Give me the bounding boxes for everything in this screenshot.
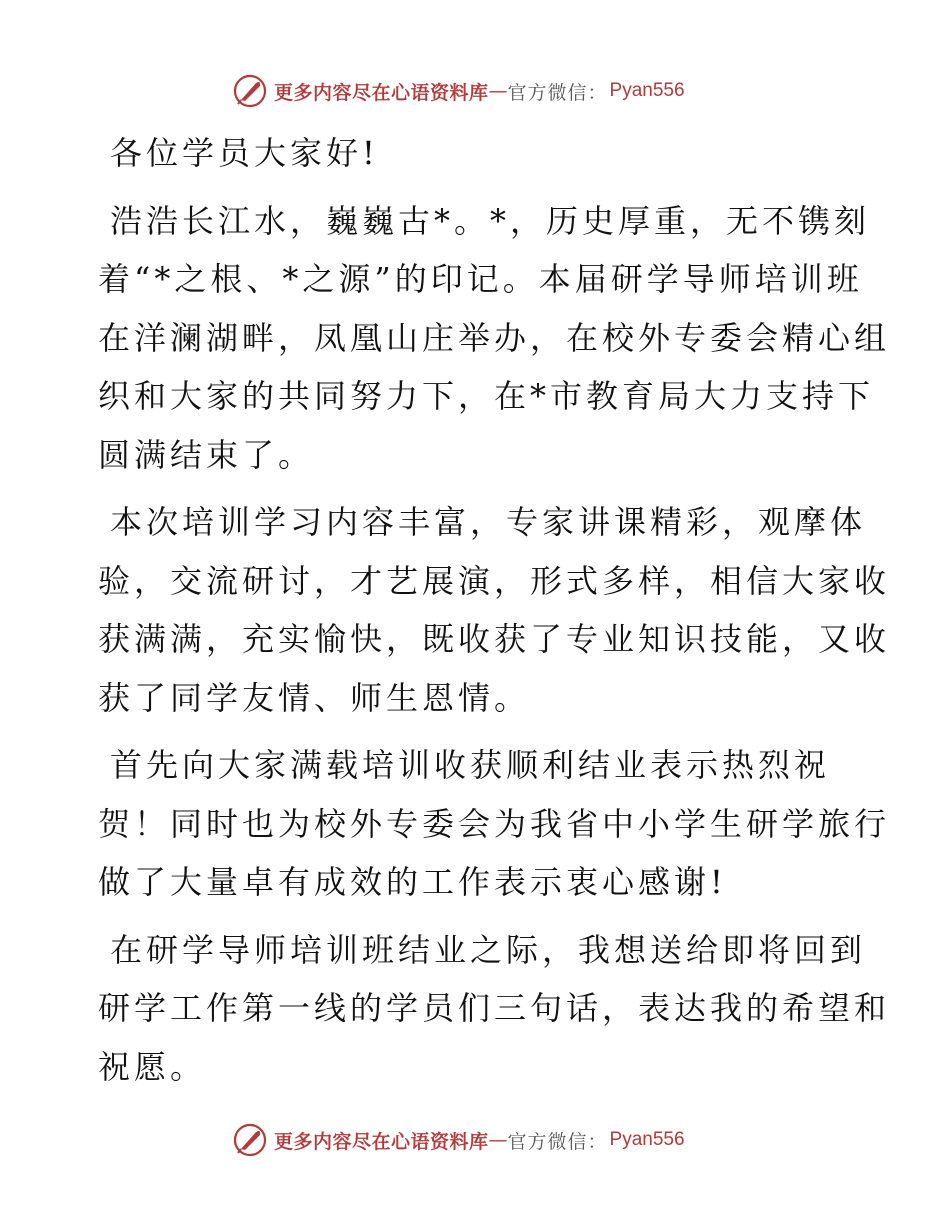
text-line: 在洋澜湖畔，凤凰山庄举办，在校外专委会精心组 — [98, 318, 891, 357]
paragraph-training-content — [98, 493, 891, 727]
quill-pen-icon — [232, 73, 268, 109]
paragraph-congratulations — [98, 736, 891, 912]
quill-pen-icon — [232, 1122, 268, 1158]
watermark-wechat-id: Pyan556 — [609, 80, 685, 101]
text-line: 织和大家的共同努力下，在*市教育局大力支持下 — [98, 377, 875, 415]
text-line: 贺！同时也为校外专委会为我省中小学生研学旅行 — [98, 804, 891, 843]
text-line: 着“*之根、*之源”的印记。本届研学导师培训班 — [98, 260, 863, 298]
document-body — [98, 124, 891, 1105]
text-line: 首先向大家满载培训收获顺利结业表示热烈祝 — [110, 746, 831, 784]
paragraph-closing — [98, 921, 891, 1097]
watermark-dash: — — [488, 1129, 508, 1151]
watermark-label: 官方微信： — [507, 1130, 608, 1153]
text-line: 各位学员大家好! — [110, 134, 379, 172]
text-line: 验，交流研讨，才艺展演，形式多样，相信大家收 — [98, 561, 891, 600]
text-line: 本次培训学习内容丰富，专家讲课精彩，观摩体 — [110, 503, 867, 541]
watermark-label: 官方微信： — [507, 81, 608, 104]
text-line: 获满满，充实愉快，既收获了专业知识技能，又收 — [98, 620, 891, 658]
text-line: 获了同学友情、师生恩情。 — [98, 678, 531, 717]
text-line: 圆满结束了。 — [98, 435, 315, 474]
text-line: 研学工作第一线的学员们三句话，表达我的希望和 — [98, 989, 891, 1027]
watermark-dash: — — [488, 80, 508, 102]
text-line: 做了大量卓有成效的工作表示衷心感谢! — [98, 863, 727, 901]
text-line: 在研学导师培训班结业之际，我想送给即将回到 — [110, 930, 867, 969]
footer-watermark — [232, 1121, 685, 1159]
watermark-site-text: 更多内容尽在心语资料库 — [274, 81, 489, 104]
watermark-wechat-id: Pyan556 — [609, 1129, 685, 1150]
paragraph-intro — [98, 192, 891, 485]
text-line: 祝愿。 — [98, 1047, 207, 1086]
header-watermark — [232, 72, 685, 110]
paragraph-greeting — [98, 124, 853, 183]
watermark-site-text: 更多内容尽在心语资料库 — [274, 1130, 489, 1153]
text-line: 浩浩长江水，巍巍古*。*，历史厚重，无不镌刻 — [110, 201, 871, 240]
